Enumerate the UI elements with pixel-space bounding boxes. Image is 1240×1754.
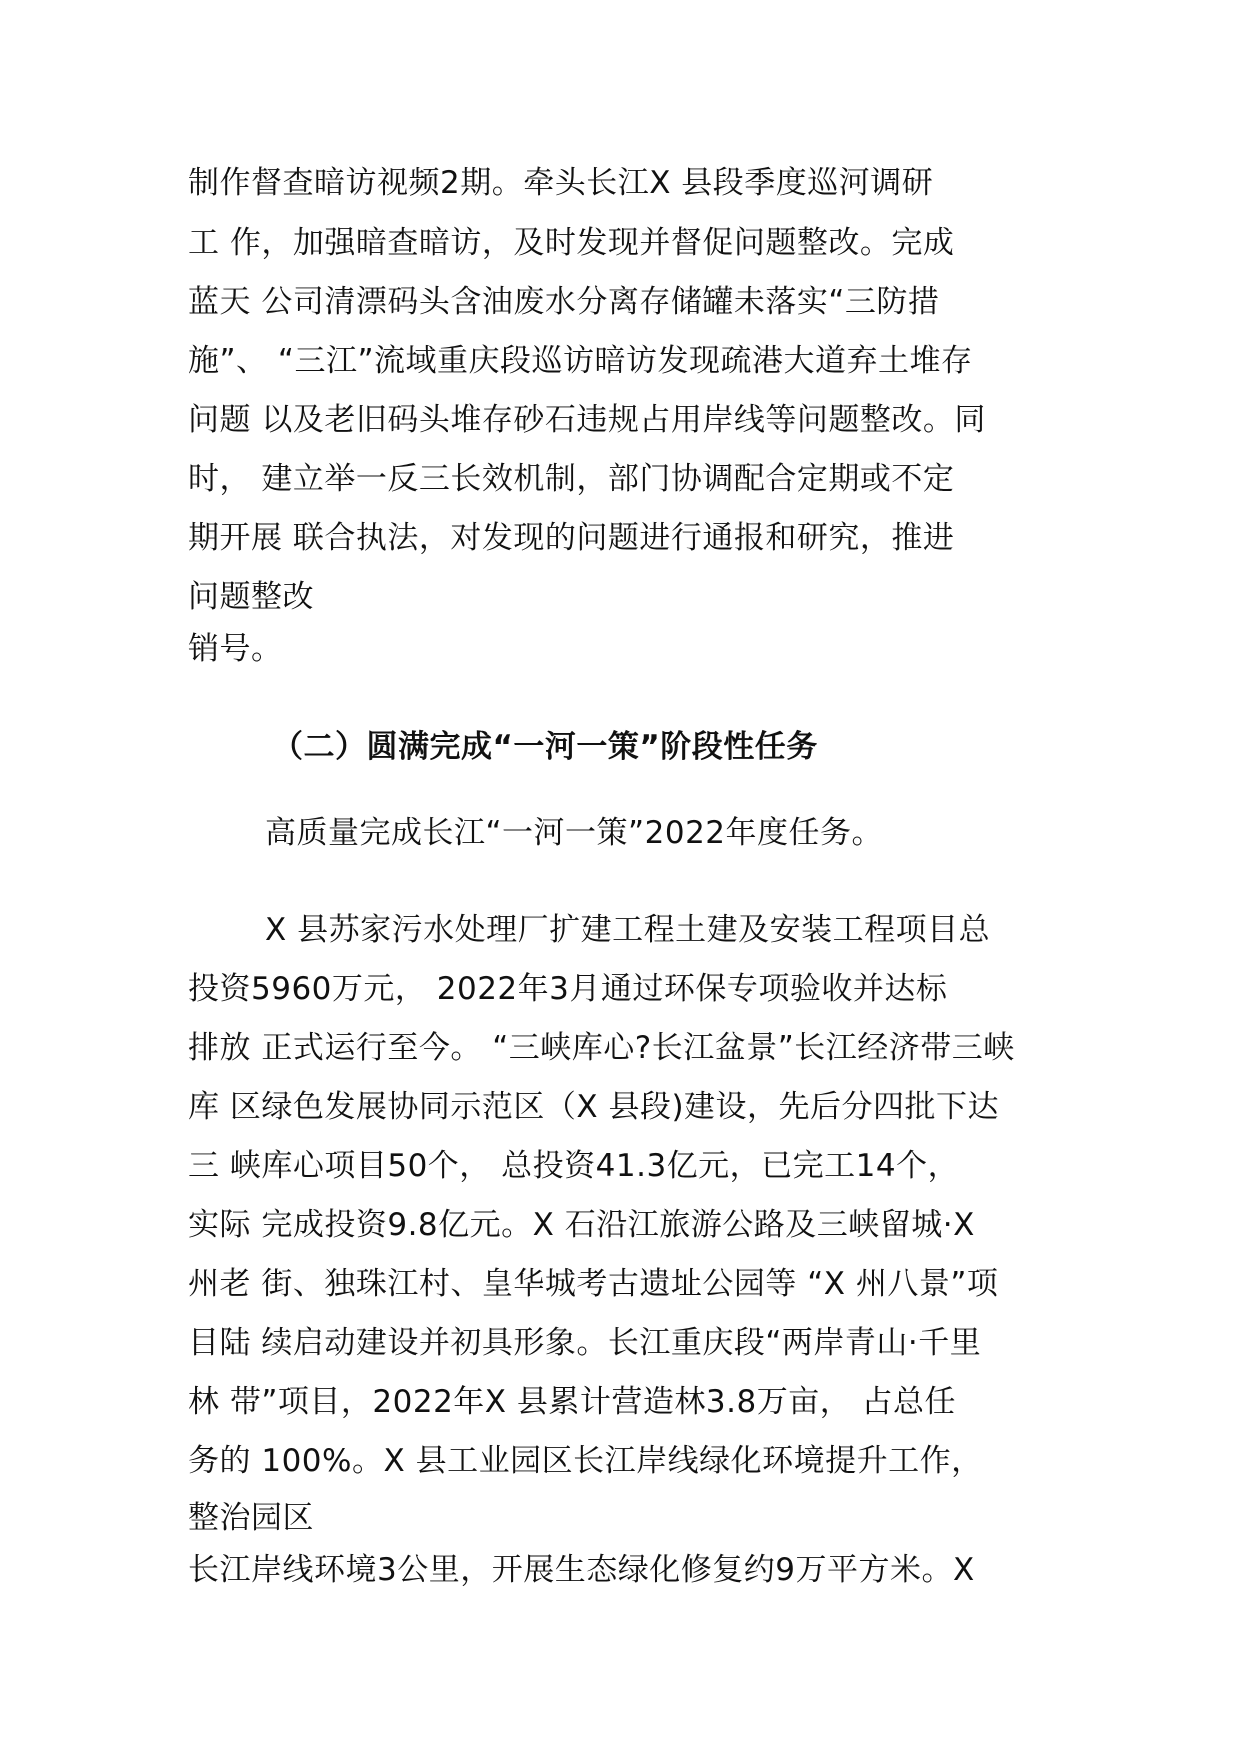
- paragraph-1-line-5: 问题 以及老旧码头堆存砂石违规占用岸线等问题整改。同: [188, 402, 986, 438]
- paragraph-3-line-12: 长江岸线环境3公里，开展生态绿化修复约9万平方米。X: [188, 1552, 975, 1588]
- paragraph-3-line-9: 林 带”项目，2022年X 县累计营造林3.8万亩， 占总任: [188, 1384, 957, 1420]
- paragraph-3-line-11: 整治园区: [188, 1500, 314, 1536]
- paragraph-3-line-5: 三 峡库心项目50个， 总投资41.3亿元，已完工14个，: [188, 1148, 960, 1184]
- paragraph-1-line-1: 制作督查暗访视频2期。牵头长江X 县段季度巡河调研: [188, 165, 934, 201]
- paragraph-1-line-7: 期开展 联合执法，对发现的问题进行通报和研究，推进: [188, 520, 955, 556]
- paragraph-3-line-6: 实际 完成投资9.8亿元。X 石沿江旅游公路及三峡留城·X: [188, 1207, 975, 1243]
- paragraph-3-line-4: 库 区绿色发展协同示范区（X 县段)建设，先后分四批下达: [188, 1089, 1000, 1125]
- paragraph-1-line-8: 问题整改: [188, 579, 314, 615]
- section-2-heading: （二）圆满完成“一河一策”阶段性任务: [272, 729, 818, 765]
- paragraph-3-line-2: 投资5960万元， 2022年3月通过环保专项验收并达标: [188, 971, 948, 1007]
- paragraph-3-line-7: 州老 街、独珠江村、皇华城考古遗址公园等 “X 州八景”项: [188, 1266, 999, 1302]
- paragraph-1-line-3: 蓝天 公司清漂码头含油废水分离存储罐未落实“三防措: [188, 284, 940, 320]
- paragraph-3-line-10: 务的 100%。X 县工业园区长江岸线绿化环境提升工作，: [188, 1443, 983, 1479]
- paragraph-1-line-9: 销号。: [188, 631, 283, 667]
- paragraph-3-line-8: 目陆 续启动建设并初具形象。长江重庆段“两岸青山·千里: [188, 1325, 982, 1361]
- paragraph-3-line-3: 排放 正式运行至今。 “三峡库心?长江盆景”长江经济带三峡: [188, 1030, 1015, 1066]
- paragraph-1-line-2: 工 作，加强暗查暗访，及时发现并督促问题整改。完成: [188, 225, 955, 261]
- section-2-intro: 高质量完成长江“一河一策”2022年度任务。: [265, 815, 884, 851]
- paragraph-1-line-4: 施”、 “三江”流域重庆段巡访暗访发现疏港大道弃土堆存: [188, 343, 973, 379]
- paragraph-1-line-6: 时， 建立举一反三长效机制，部门协调配合定期或不定: [188, 461, 955, 497]
- paragraph-3-line-1: X 县苏家污水处理厂扩建工程土建及安装工程项目总: [265, 912, 991, 948]
